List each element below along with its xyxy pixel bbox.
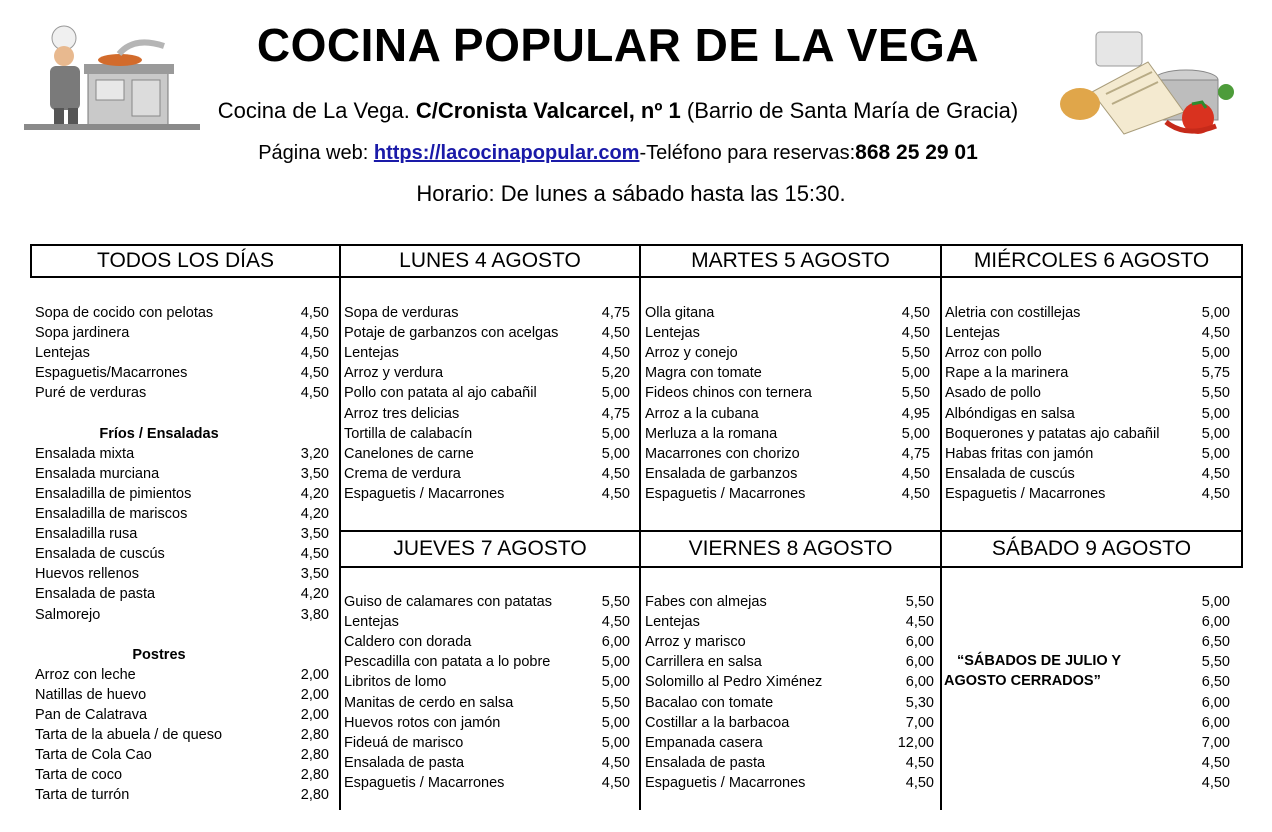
dish-price: 5,00 [901, 425, 930, 442]
dish-price: 5,00 [601, 445, 630, 462]
heading-lunes [339, 244, 641, 278]
dish-price: 4,50 [1201, 754, 1230, 771]
menu-item [645, 484, 930, 504]
dish-price: 4,50 [601, 325, 630, 342]
menu-item [645, 444, 930, 464]
menu-item [645, 303, 930, 323]
menu-item [945, 733, 1230, 753]
menu-item [344, 733, 630, 753]
dish-name: Sopa de verduras [344, 305, 459, 321]
viernes-menu [645, 592, 934, 802]
dish-name: Tarta de Cola Cao [35, 747, 152, 764]
heading-lunes-label: LUNES 4 AGOSTO [399, 249, 581, 272]
web-label: Página web: [258, 142, 374, 164]
lunes-menu [344, 303, 630, 513]
dish-price: 5,30 [905, 694, 934, 711]
dish-price: 5,00 [601, 654, 630, 671]
dish-price: 4,50 [1201, 774, 1230, 791]
dish-price: 6,00 [905, 654, 934, 671]
dish-price: 6,50 [1201, 674, 1230, 691]
dish-name: Arroz y marisco [645, 634, 746, 651]
menu-item [344, 343, 630, 363]
menu-item [645, 363, 930, 383]
street-address: C/Cronista Valcarcel, nº 1 [415, 98, 681, 123]
martes-menu [645, 303, 930, 513]
menu-item [35, 444, 329, 464]
menu-item [645, 323, 930, 343]
dish-price: 4,50 [300, 345, 329, 362]
dish-price: 12,00 [897, 734, 934, 751]
menu-item [645, 693, 934, 713]
menu-item [35, 564, 329, 584]
dish-name: Espaguetis / Macarrones [645, 774, 806, 791]
dish-name: Tarta de coco [35, 767, 123, 784]
dish-price: 7,00 [905, 714, 934, 731]
heading-todos-label: TODOS LOS DÍAS [97, 249, 274, 272]
dish-name: Arroz y verdura [344, 365, 444, 382]
dish-price: 6,00 [1201, 714, 1230, 731]
menu-item [945, 632, 1230, 652]
menu-item [35, 765, 329, 785]
dish-name: Espaguetis / Macarrones [344, 774, 505, 791]
menu-item [945, 773, 1230, 793]
dish-price: 4,50 [905, 754, 934, 771]
dish-price: 4,75 [601, 305, 630, 321]
menu-item [35, 323, 329, 343]
column-divider [639, 244, 641, 530]
menu-item [344, 424, 630, 444]
sabado-prices [945, 592, 1230, 802]
dish-name: Lentejas [945, 325, 1000, 342]
dish-name: Espaguetis / Macarrones [945, 485, 1106, 502]
dish-price: 4,50 [601, 614, 630, 631]
dish-name: Costillar a la barbacoa [645, 714, 790, 731]
menu-item [945, 592, 1230, 612]
menu-item [344, 444, 630, 464]
dish-name: Libritos de lomo [344, 674, 447, 691]
dish-name: Tarta de turrón [35, 787, 130, 804]
menu-item [344, 592, 630, 612]
menu-item [35, 725, 329, 745]
menu-item [645, 672, 934, 692]
menu-item [35, 343, 329, 363]
menu-item [945, 303, 1230, 323]
column-divider [940, 568, 942, 810]
dish-name: Crema de verdura [344, 465, 461, 482]
dish-name: Fabes con almejas [645, 594, 767, 610]
dish-price: 4,50 [300, 305, 329, 321]
dish-price: 4,95 [901, 405, 930, 422]
dish-name: Lentejas [35, 345, 90, 362]
dish-price: 5,50 [1201, 654, 1230, 671]
dish-price: 5,00 [1201, 345, 1230, 362]
menu-item [945, 713, 1230, 733]
heading-viernes-label: VIERNES 8 AGOSTO [688, 537, 893, 560]
dish-price: 5,00 [1201, 445, 1230, 462]
dish-price: 5,50 [601, 694, 630, 711]
contact-line [0, 141, 1236, 165]
menu-item [645, 343, 930, 363]
dish-name: Lentejas [645, 614, 700, 631]
menu-item [645, 733, 934, 753]
dish-name: Potaje de garbanzos con acelgas [344, 325, 559, 342]
heading-sabado [940, 530, 1243, 568]
dish-name: Lentejas [344, 614, 399, 631]
dish-name: Carrillera en salsa [645, 654, 762, 671]
dish-name: Empanada casera [645, 734, 763, 751]
menu-item [344, 612, 630, 632]
dish-name: Arroz y conejo [645, 345, 738, 362]
dish-price: 2,00 [300, 686, 329, 703]
dish-name: Canelones de carne [344, 445, 474, 462]
dish-price: 4,50 [1201, 485, 1230, 502]
dish-name: Guiso de calamares con patatas [344, 594, 552, 610]
dish-name: Lentejas [645, 325, 700, 342]
dish-price: 2,80 [300, 747, 329, 764]
heading-miercoles-label: MIÉRCOLES 6 AGOSTO [973, 249, 1210, 272]
dish-price: 4,50 [300, 546, 329, 563]
menu-item [35, 484, 329, 504]
dish-price: 3,50 [300, 465, 329, 482]
dish-price: 5,50 [905, 594, 934, 610]
section-postres-heading: Postres [132, 646, 186, 663]
dish-price: 6,00 [905, 634, 934, 651]
dish-price: 4,75 [601, 405, 630, 422]
restaurant-title: COCINA POPULAR DE LA VEGA [256, 19, 980, 71]
menu-item [645, 652, 934, 672]
heading-jueves [339, 530, 641, 568]
dish-name: Bacalao con tomate [645, 694, 774, 711]
dish-price: 4,50 [601, 465, 630, 482]
phone-number: 868 25 29 01 [855, 141, 978, 164]
dish-name: Ensalada mixta [35, 445, 135, 462]
dish-price: 4,50 [601, 774, 630, 791]
dish-price: 5,75 [1201, 365, 1230, 382]
menu-item [945, 343, 1230, 363]
section-frios-heading: Fríos / Ensaladas [99, 425, 219, 442]
dish-price: 2,80 [300, 787, 329, 804]
menu-item [35, 464, 329, 484]
dish-name: Fideuá de marisco [344, 734, 464, 751]
dish-price: 4,50 [601, 754, 630, 771]
dish-name: Albóndigas en salsa [945, 405, 1075, 422]
dish-price: 4,50 [601, 485, 630, 502]
menu-item [945, 484, 1230, 504]
column-divider [639, 568, 641, 810]
dish-price: 4,50 [1201, 325, 1230, 342]
closed-line-1: “SÁBADOS DE JULIO Y [957, 653, 1122, 669]
dish-price: 3,50 [300, 526, 329, 543]
dish-price: 6,00 [905, 674, 934, 691]
menu-item [344, 652, 630, 672]
menu-item [945, 693, 1230, 713]
dish-name: Tarta de la abuela / de queso [35, 727, 223, 744]
dish-price: 4,50 [1201, 465, 1230, 482]
dish-name: Rape a la marinera [945, 365, 1069, 382]
dish-price: 6,50 [1201, 634, 1230, 651]
heading-jueves-label: JUEVES 7 AGOSTO [393, 537, 587, 560]
dish-price: 4,50 [901, 325, 930, 342]
dish-price: 7,00 [1201, 734, 1230, 751]
menu-item [945, 444, 1230, 464]
dish-price: 5,00 [601, 674, 630, 691]
dish-price: 5,50 [901, 345, 930, 362]
menu-item [645, 612, 934, 632]
dish-price: 4,50 [905, 774, 934, 791]
menu-item [645, 592, 934, 612]
dish-price: 3,20 [300, 445, 329, 462]
menu-item [344, 363, 630, 383]
menu-item [645, 713, 934, 733]
menu-item [945, 363, 1230, 383]
menu-item [344, 383, 630, 403]
dish-name: Arroz a la cubana [645, 405, 759, 422]
dish-price: 4,50 [300, 365, 329, 382]
dish-name: Ensalada de cuscús [35, 546, 165, 563]
dish-price: 6,00 [601, 634, 630, 651]
menu-item [645, 632, 934, 652]
menu-item [645, 383, 930, 403]
dish-name: Olla gitana [645, 305, 715, 321]
dish-name: Lentejas [344, 345, 399, 362]
menu-item [344, 323, 630, 343]
dish-name: Espaguetis / Macarrones [344, 485, 505, 502]
dish-name: Arroz con leche [35, 666, 136, 683]
closed-line-2: AGOSTO CERRADOS” [944, 673, 1101, 689]
dish-name: Ensalada de garbanzos [645, 465, 798, 482]
dish-name: Ensaladilla rusa [35, 526, 138, 543]
menu-item [35, 605, 329, 625]
menu-item [344, 484, 630, 504]
menu-item [344, 693, 630, 713]
dish-name: Pescadilla con patata a lo pobre [344, 654, 551, 671]
website-link[interactable]: https://lacocinapopular.com [373, 142, 640, 164]
dish-name: Aletria con costillejas [945, 305, 1081, 321]
menu-item [35, 705, 329, 725]
dish-price: 5,00 [901, 365, 930, 382]
menu-item [945, 323, 1230, 343]
menu-item [35, 665, 329, 685]
menu-item [35, 383, 329, 403]
dish-price: 5,20 [601, 365, 630, 382]
menu-item [344, 713, 630, 733]
dish-name: Sopa jardinera [35, 325, 130, 342]
dish-name: Natillas de huevo [35, 686, 147, 703]
dish-name: Espaguetis/Macarrones [35, 365, 188, 382]
dish-price: 6,00 [1201, 694, 1230, 711]
dish-name: Salmorejo [35, 606, 101, 623]
dish-name: Magra con tomate [645, 365, 762, 382]
menu-item [344, 404, 630, 424]
heading-miercoles [940, 244, 1243, 278]
menu-item [344, 632, 630, 652]
menu-item [945, 612, 1230, 632]
dish-price: 4,50 [905, 614, 934, 631]
menu-item [945, 424, 1230, 444]
dish-price: 2,00 [300, 666, 329, 683]
menu-item [344, 464, 630, 484]
jueves-menu [344, 592, 630, 802]
dish-price: 4,50 [901, 465, 930, 482]
column-divider [940, 244, 942, 530]
dish-name: Ensalada de pasta [344, 754, 465, 771]
dish-price: 5,50 [601, 594, 630, 610]
dish-name: Boquerones y patatas ajo cabañil [945, 425, 1160, 442]
menu-item [945, 464, 1230, 484]
menu-item [344, 303, 630, 323]
menu-item [645, 404, 930, 424]
dish-name: Pollo con patata al ajo cabañil [344, 385, 537, 402]
dish-name: Merluza a la romana [645, 425, 778, 442]
dish-price: 5,50 [1201, 385, 1230, 402]
dish-name: Puré de verduras [35, 385, 147, 402]
dish-price: 4,50 [300, 385, 329, 402]
dish-name: Solomillo al Pedro Ximénez [645, 674, 823, 691]
dish-price: 2,00 [300, 707, 329, 723]
menu-item [344, 753, 630, 773]
heading-martes [639, 244, 942, 278]
table-right-border [1241, 244, 1243, 532]
dish-price: 5,50 [901, 385, 930, 402]
dish-name: Ensaladilla de pimientos [35, 485, 192, 502]
dish-price: 5,00 [601, 734, 630, 751]
address-prefix: Cocina de La Vega. [217, 98, 416, 123]
dish-price: 4,20 [300, 506, 329, 522]
dish-price: 3,50 [300, 566, 329, 583]
dish-name: Manitas de cerdo en salsa [344, 694, 514, 711]
dish-name: Arroz con pollo [945, 345, 1042, 362]
dish-name: Fideos chinos con ternera [645, 385, 812, 402]
heading-todos [30, 244, 341, 278]
menu-item [35, 785, 329, 805]
opening-hours: Horario: De lunes a sábado hasta las 15:30. [416, 181, 846, 206]
dish-name: Ensalada de pasta [645, 754, 766, 771]
dish-price: 4,20 [300, 485, 329, 502]
dish-price: 3,80 [300, 606, 329, 623]
dish-name: Huevos rotos con jamón [344, 714, 501, 731]
menu-item [645, 464, 930, 484]
dish-name: Asado de pollo [945, 385, 1041, 402]
menu-item [645, 753, 934, 773]
dish-price: 5,00 [601, 714, 630, 731]
dish-name: Ensaladilla de mariscos [35, 506, 188, 522]
dish-price: 5,00 [1201, 405, 1230, 422]
address-line [0, 98, 1236, 124]
dish-price: 4,50 [601, 345, 630, 362]
menu-item [645, 424, 930, 444]
phone-label: -Teléfono para reservas: [639, 142, 856, 164]
todos-menu [35, 303, 329, 813]
dish-price: 2,80 [300, 767, 329, 784]
dish-name: Espaguetis / Macarrones [645, 485, 806, 502]
heading-sabado-label: SÁBADO 9 AGOSTO [991, 537, 1192, 560]
dish-name: Ensalada de pasta [35, 586, 156, 603]
dish-name: Macarrones con chorizo [645, 445, 800, 462]
dish-name: Caldero con dorada [344, 634, 472, 651]
dish-price: 5,00 [601, 385, 630, 402]
dish-name: Habas fritas con jamón [945, 445, 1094, 462]
dish-name: Ensalada de cuscús [945, 465, 1075, 482]
dish-name: Huevos rellenos [35, 566, 139, 583]
dish-price: 4,20 [300, 586, 329, 603]
menu-item [945, 404, 1230, 424]
menu-item [344, 773, 630, 793]
menu-item [35, 504, 329, 524]
menu-item [344, 672, 630, 692]
menu-item [645, 773, 934, 793]
dish-price: 6,00 [1201, 614, 1230, 631]
dish-price: 5,00 [601, 425, 630, 442]
dish-price: 4,50 [901, 485, 930, 502]
menu-item [35, 303, 329, 323]
dish-name: Tortilla de calabacín [344, 425, 473, 442]
menu-item [35, 363, 329, 383]
address-suffix: (Barrio de Santa María de Gracia) [680, 98, 1019, 123]
dish-price: 5,00 [1201, 425, 1230, 442]
dish-price: 4,50 [300, 325, 329, 342]
dish-name: Sopa de cocido con pelotas [35, 305, 214, 321]
heading-viernes [639, 530, 942, 568]
dish-name: Pan de Calatrava [35, 707, 148, 723]
dish-price: 5,00 [1201, 594, 1230, 610]
menu-item [35, 524, 329, 544]
dish-name: Ensalada murciana [35, 465, 160, 482]
dish-name: Arroz tres delicias [344, 405, 460, 422]
dish-price: 4,50 [901, 305, 930, 321]
dish-price: 2,80 [300, 727, 329, 744]
miercoles-menu [945, 303, 1230, 513]
menu-item [35, 544, 329, 564]
menu-item [945, 383, 1230, 403]
menu-item [945, 753, 1230, 773]
saturday-closed-notice [944, 651, 1164, 691]
menu-item [35, 584, 329, 604]
dish-price: 5,00 [1201, 305, 1230, 321]
menu-item [35, 685, 329, 705]
column-divider [339, 244, 341, 810]
menu-item [35, 745, 329, 765]
dish-price: 4,75 [901, 445, 930, 462]
heading-martes-label: MARTES 5 AGOSTO [691, 249, 890, 272]
